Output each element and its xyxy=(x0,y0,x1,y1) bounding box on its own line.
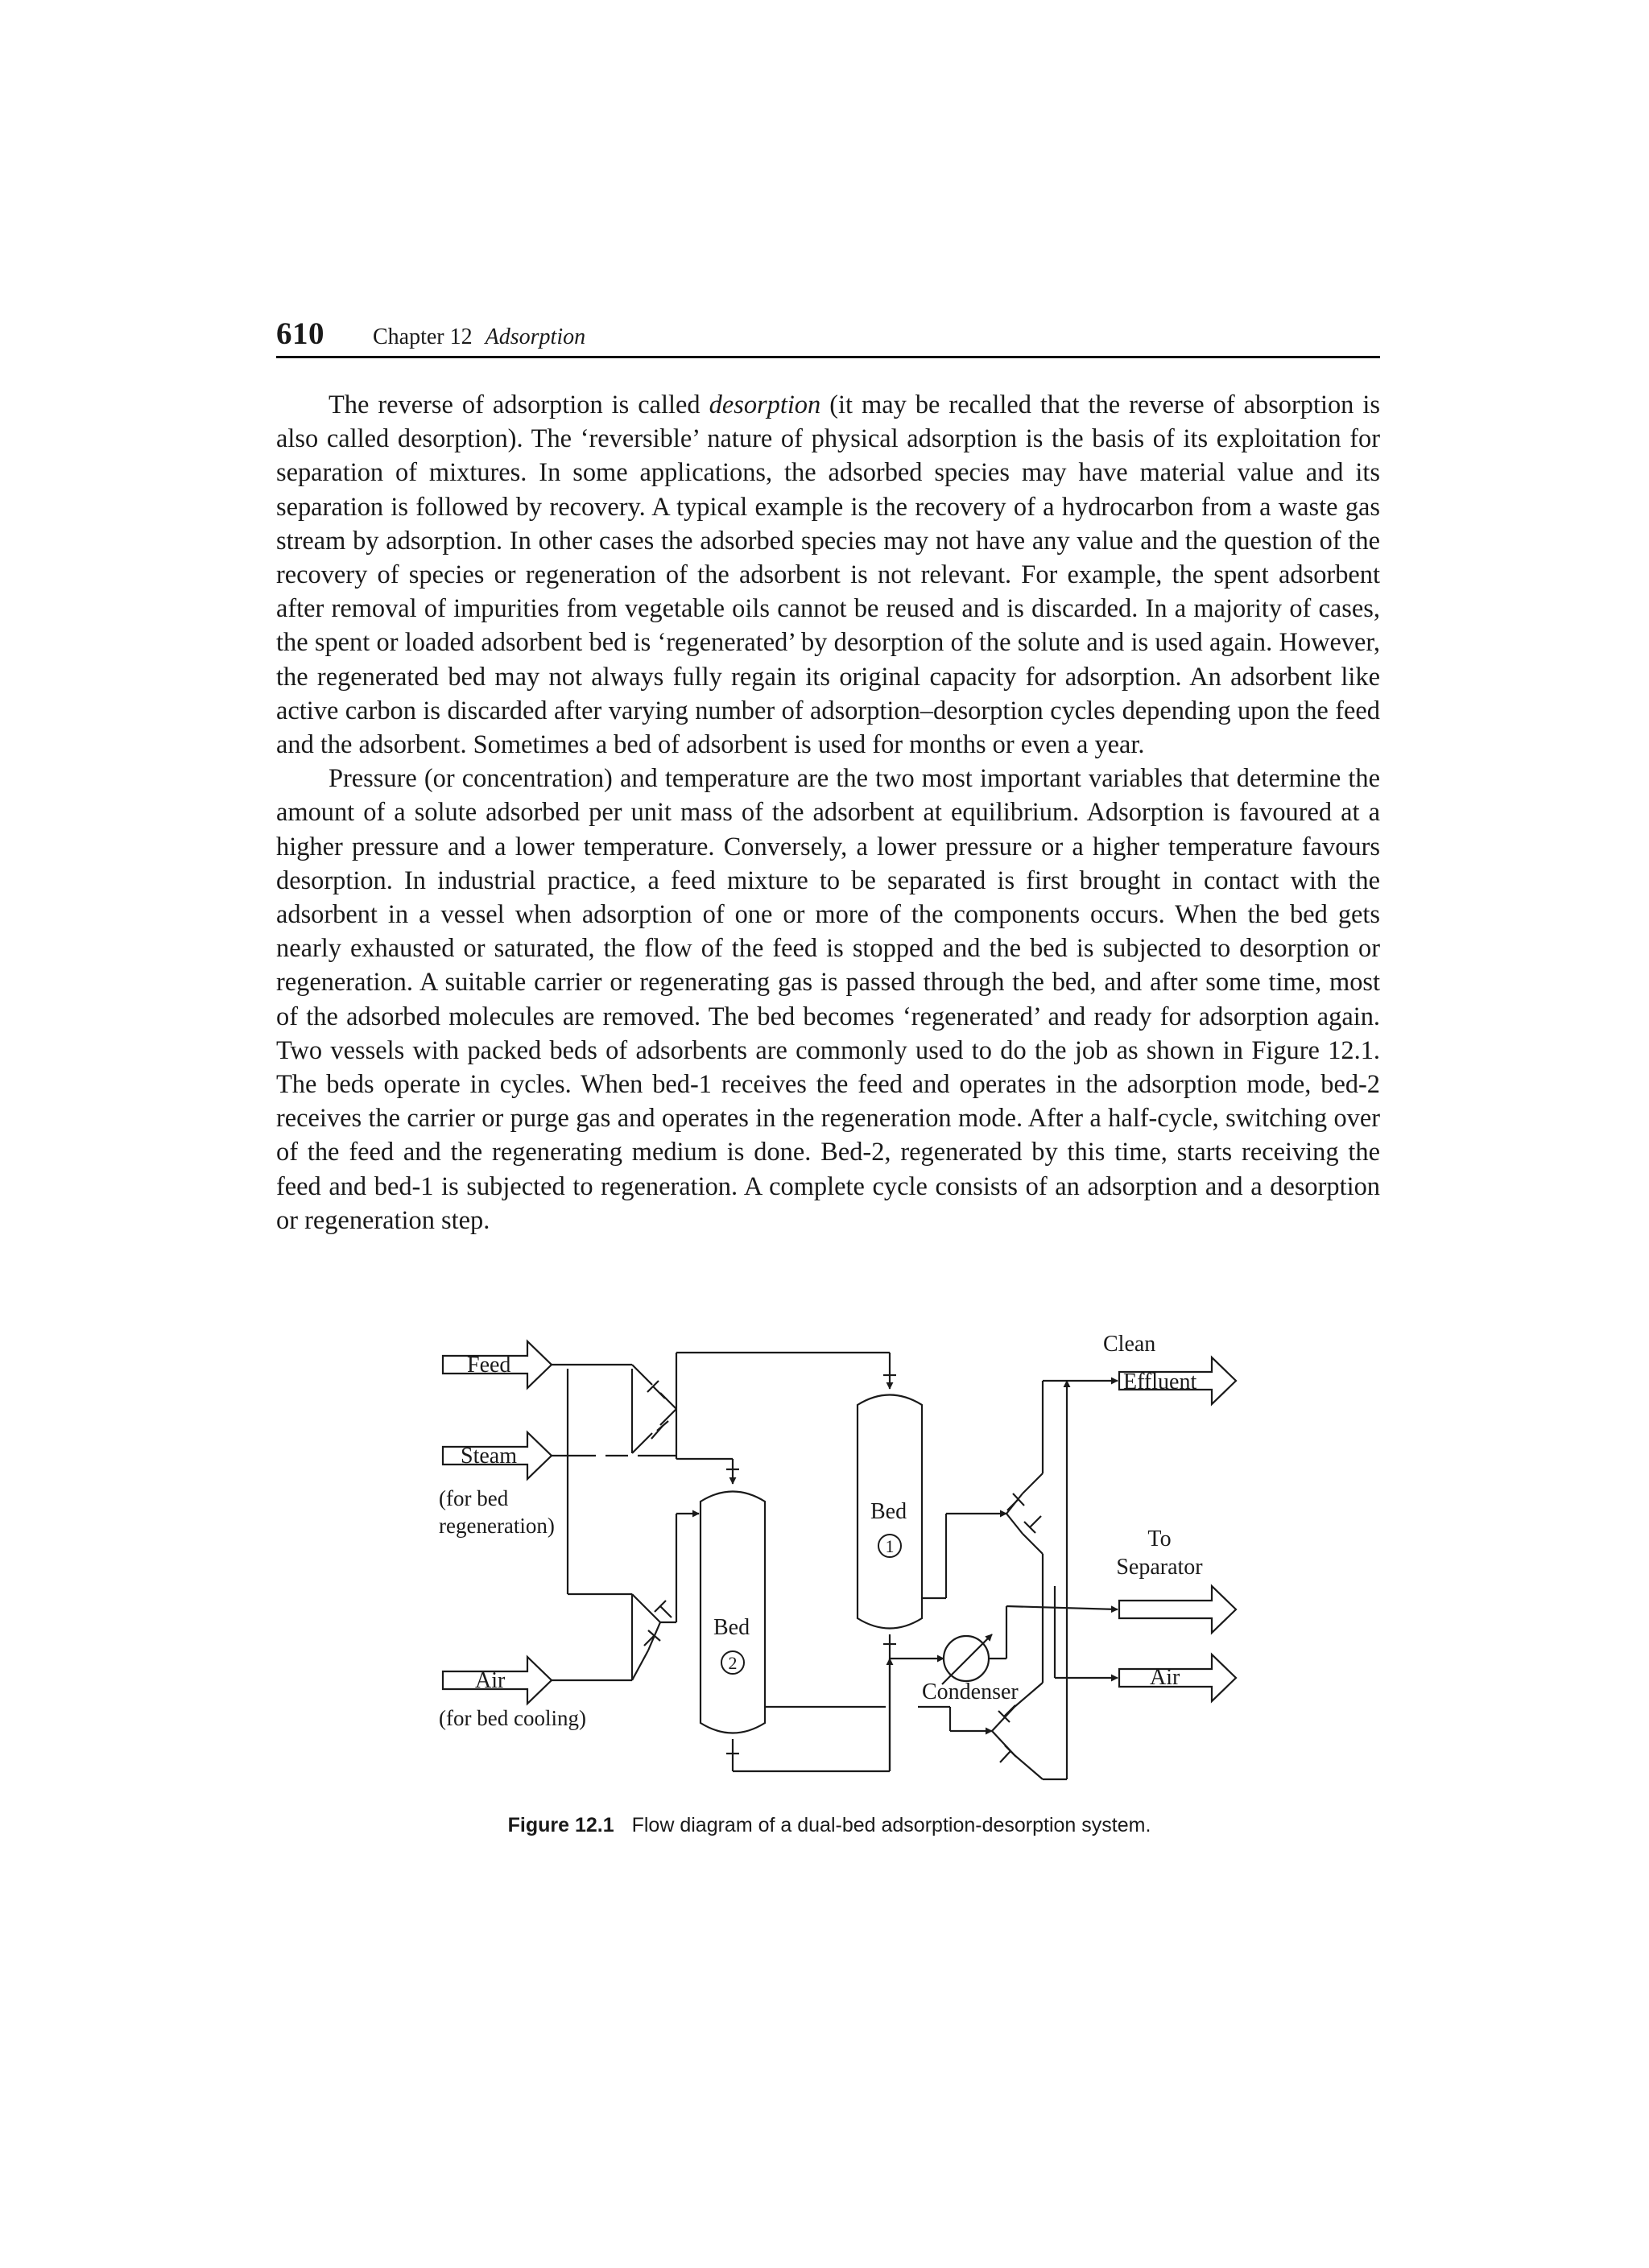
separator-arrow xyxy=(1119,1586,1236,1633)
label-separator: Separator xyxy=(1116,1555,1203,1580)
term-desorption: desorption xyxy=(709,390,821,419)
label-steam: Steam xyxy=(461,1444,517,1469)
label-to: To xyxy=(1147,1526,1172,1551)
label-feed: Feed xyxy=(467,1353,511,1378)
chapter-title: Adsorption xyxy=(485,324,586,349)
label-steam-note-1: (for bed xyxy=(439,1486,509,1510)
label-steam-note-2: regeneration) xyxy=(439,1514,555,1538)
label-condenser: Condenser xyxy=(922,1679,1019,1704)
condenser-symbol xyxy=(944,1636,989,1681)
label-air-out: Air xyxy=(1150,1665,1180,1690)
page-number: 610 xyxy=(276,316,324,351)
figure-12-1 xyxy=(419,1320,1240,1812)
label-bed-1: Bed xyxy=(870,1499,907,1524)
caption-text: Flow diagram of a dual-bed adsorption-desorption system. xyxy=(631,1814,1151,1836)
paragraph-1 xyxy=(276,388,1380,762)
label-clean: Clean xyxy=(1103,1332,1156,1357)
running-header xyxy=(276,316,1380,358)
label-air-note: (for bed cooling) xyxy=(439,1706,586,1730)
label-bed-2-number: 2 xyxy=(728,1653,738,1673)
paragraph-2: Pressure (or concentration) and temperature are the two most important variables that determine the amount of a solute adsorbed per unit mass of the adsorbent at equilibrium. Adsorption is favoured at a higher pressure and a lower temperature. Conversely, a lower pressure or a higher temperature favours desorption. In industrial practice, a feed mixture to be separated is first brought in contact with the adsorbent in a vessel when adsorption of one or more of the components occurs. When the bed gets nearly exhausted or saturated, the flow of the feed is stopped and the bed is subjected to desorption or regeneration. A suitable carrier or regenerating gas is passed through the bed, and after some time, most of the adsorbed molecules are removed. The bed becomes ‘regenerated’ and ready for adsorption again. Two vessels with packed beds of adsorbents are commonly used to do the job as shown in Figure 12.1. The beds operate in cycles. When bed-1 receives the feed and operates in the adsorption mode, bed-2 receives the carrier or purge gas and operates in the regeneration mode. After a half-cycle, switching over of the feed and the regenerating medium is done. Bed-2, regenerated by this time, starts receiving the feed and bed-1 is subjected to regeneration. A complete cycle consists of an adsorption and a desorption or regeneration step. xyxy=(276,764,1380,1235)
bed-2-vessel xyxy=(701,1492,765,1733)
label-bed-2: Bed xyxy=(713,1615,750,1640)
paragraph-1-rest: (it may be recalled that the reverse of absorption is also called desorption). The ‘reversible’ nature of physical adsorption is the basis of its exploitation for separation of mixtures. In some applications, the adsorbed species may have material value and its separation is followed by recovery. A typical example is the recovery of a hydrocarbon from a waste gas stream by adsorption. In other cases the adsorbed species may not have any value and the question of the recovery of species or regeneration of the adsorbent is not relevant. For example, the spent adsorbent after removal of impurities from vegetable oils cannot be reused and is discarded. In a majority of cases, the spent or loaded adsorbent bed is ‘regenerated’ by desorption of the solute and is used again. However, the regenerated bed may not always fully regain its original capacity for adsorption. An adsorbent like active carbon is discarded after varying number of adsorption–desorption cycles depending upon the feed and the adsorbent. Sometimes a bed of adsorbent is used for months or even a year. xyxy=(276,390,1380,760)
caption-label: Figure 12.1 xyxy=(507,1814,614,1836)
label-air-in: Air xyxy=(475,1668,506,1693)
flow-diagram xyxy=(419,1320,1240,1812)
label-bed-1-number: 1 xyxy=(885,1536,895,1556)
chapter-number: Chapter 12 xyxy=(373,324,473,349)
chapter-heading xyxy=(373,324,585,350)
label-effluent: Effluent xyxy=(1123,1369,1197,1394)
body-text xyxy=(276,388,1380,1237)
figure-caption xyxy=(419,1814,1240,1837)
paragraph-1-lead: The reverse of adsorption is called xyxy=(329,390,709,419)
